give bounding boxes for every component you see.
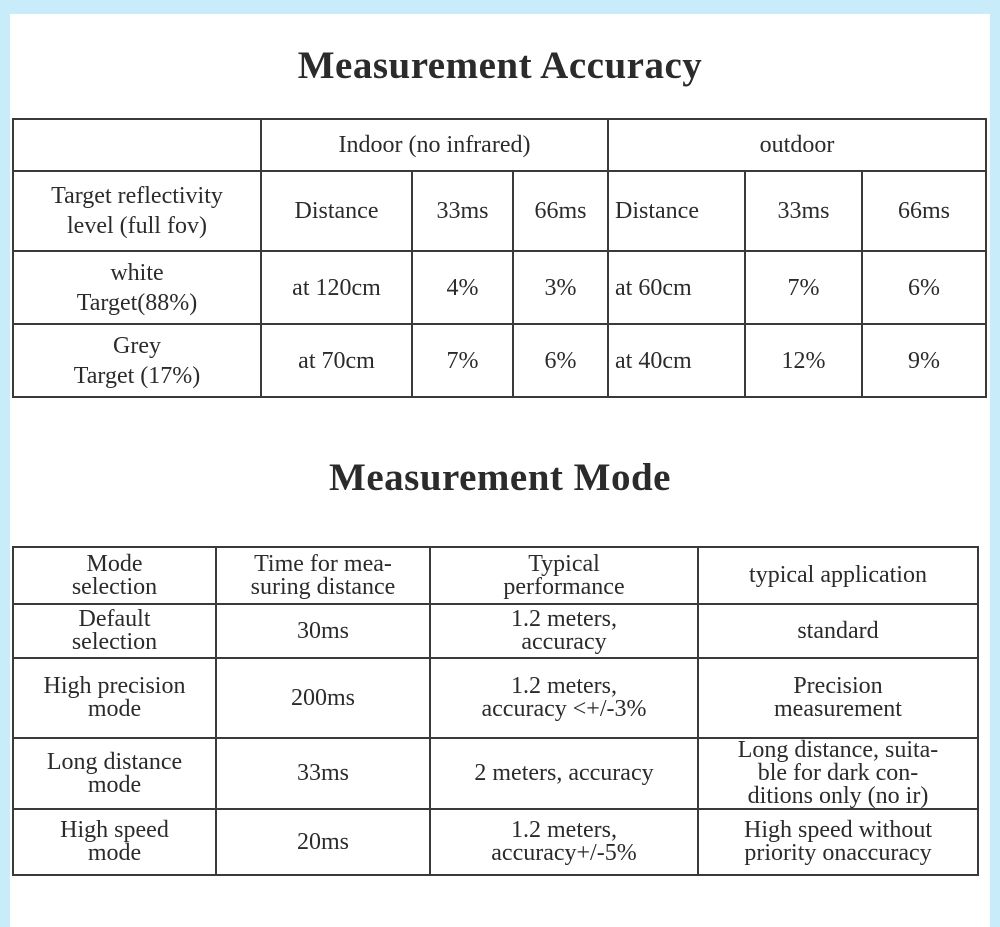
mode-cell: Default selection xyxy=(13,604,216,658)
row-label: Grey Target (17%) xyxy=(13,324,261,397)
accuracy-header-row xyxy=(13,119,986,171)
performance-cell: 1.2 meters, accuracy xyxy=(430,604,698,658)
accuracy-corner-cell xyxy=(13,119,261,171)
application-header: typical application xyxy=(698,547,978,604)
indoor-distance-header: Distance xyxy=(261,171,412,251)
application-cell: Long distance, suita- ble for dark con- ditions only (no ir) xyxy=(698,738,978,809)
outdoor-33ms-cell: 7% xyxy=(745,251,862,324)
accuracy-subheader-row xyxy=(13,171,986,251)
accuracy-table xyxy=(12,118,987,398)
table-row xyxy=(13,324,986,397)
reflectivity-label: Target reflectivity level (full fov) xyxy=(13,171,261,251)
mode-cell: Long distance mode xyxy=(13,738,216,809)
application-cell: standard xyxy=(698,604,978,658)
mode-table xyxy=(12,546,979,876)
outdoor-distance-cell: at 60cm xyxy=(608,251,745,324)
indoor-33ms-cell: 4% xyxy=(412,251,513,324)
mode-cell: High precision mode xyxy=(13,658,216,738)
mode-cell: High speed mode xyxy=(13,809,216,875)
mode-header-row xyxy=(13,547,978,604)
outdoor-66ms-cell: 6% xyxy=(862,251,986,324)
time-header: Time for mea- suring distance xyxy=(216,547,430,604)
outdoor-33ms-cell: 12% xyxy=(745,324,862,397)
outdoor-distance-cell: at 40cm xyxy=(608,324,745,397)
outdoor-33ms-header: 33ms xyxy=(745,171,862,251)
indoor-distance-cell: at 120cm xyxy=(261,251,412,324)
mode-title: Measurement Mode xyxy=(329,456,671,499)
performance-cell: 2 meters, accuracy xyxy=(430,738,698,809)
time-cell: 200ms xyxy=(216,658,430,738)
indoor-distance-cell: at 70cm xyxy=(261,324,412,397)
time-cell: 30ms xyxy=(216,604,430,658)
indoor-66ms-header: 66ms xyxy=(513,171,608,251)
table-row xyxy=(13,251,986,324)
row-label: white Target(88%) xyxy=(13,251,261,324)
indoor-33ms-header: 33ms xyxy=(412,171,513,251)
table-row xyxy=(13,809,978,875)
performance-cell: 1.2 meters, accuracy+/-5% xyxy=(430,809,698,875)
performance-header: Typical performance xyxy=(430,547,698,604)
outdoor-66ms-header: 66ms xyxy=(862,171,986,251)
accuracy-title: Measurement Accuracy xyxy=(297,44,703,87)
performance-cell: 1.2 meters, accuracy <+/-3% xyxy=(430,658,698,738)
outdoor-distance-header: Distance xyxy=(608,171,745,251)
table-row xyxy=(13,604,978,658)
indoor-66ms-cell: 6% xyxy=(513,324,608,397)
time-cell: 33ms xyxy=(216,738,430,809)
indoor-66ms-cell: 3% xyxy=(513,251,608,324)
outdoor-66ms-cell: 9% xyxy=(862,324,986,397)
table-row xyxy=(13,658,978,738)
mode-selection-header: Mode selection xyxy=(13,547,216,604)
indoor-header: Indoor (no infrared) xyxy=(261,119,608,171)
outdoor-header: outdoor xyxy=(608,119,986,171)
application-cell: Precision measurement xyxy=(698,658,978,738)
time-cell: 20ms xyxy=(216,809,430,875)
table-row xyxy=(13,738,978,809)
indoor-33ms-cell: 7% xyxy=(412,324,513,397)
application-cell: High speed without priority onaccuracy xyxy=(698,809,978,875)
